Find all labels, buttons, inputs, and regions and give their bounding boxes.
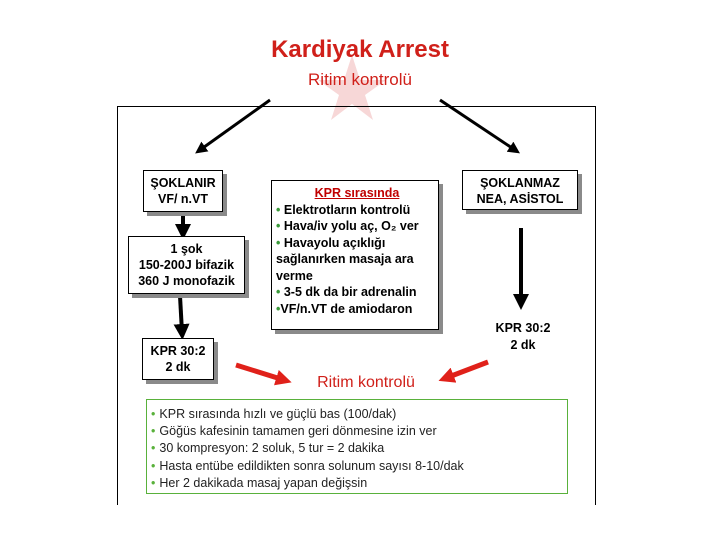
cpr-note: • KPR sırasında hızlı ve güçlü bas (100/dak): [151, 407, 397, 421]
cpr-note: • Hasta entübe edildikten sonra solunum sayısı 8-10/dak: [151, 458, 464, 473]
shockable-box: [143, 170, 223, 212]
non-shockable-box: [462, 170, 578, 210]
shockable-cpr-ratio: KPR 30:2: [150, 344, 206, 358]
during-cpr-item: • Havayolu açıklığı sağlanırken masaja ara verme: [276, 235, 414, 283]
non-shockable-rhythms: NEA, ASİSTOL: [476, 192, 564, 206]
during-cpr-item: • Hava/iv yolu aç, O₂ ver: [276, 219, 419, 233]
during-cpr-item: • 3-5 dk da bir adrenalin: [276, 285, 417, 299]
non-shockable-title: ŞOKLANMAZ: [480, 176, 560, 190]
shockable-rhythms: VF/ n.VT: [158, 192, 208, 206]
page-title: Kardiyak Arrest: [271, 36, 449, 63]
shock-count: 1 şok: [170, 242, 203, 256]
shock-biphasic: 150-200J bifazik: [138, 258, 235, 272]
during-cpr-box: [271, 180, 439, 330]
during-cpr-item: • Elektrotların kontrolü: [276, 202, 411, 217]
cpr-notes-box: [146, 399, 568, 494]
shockable-cpr-duration: 2 dk: [165, 360, 191, 374]
during-cpr-item: •VF/n.VT de amiodaron: [276, 301, 413, 316]
non-shockable-cpr: [470, 320, 576, 353]
during-cpr-header: KPR sırasında: [314, 186, 400, 200]
shock-box: [128, 236, 245, 294]
page-subtitle: Ritim kontrolü: [308, 70, 412, 89]
non-shockable-cpr-ratio: KPR 30:2: [495, 321, 551, 335]
shock-monophasic: 360 J monofazik: [138, 274, 235, 288]
non-shockable-cpr-duration: 2 dk: [510, 337, 536, 352]
shockable-title: ŞOKLANIR: [150, 176, 216, 190]
rhythm-check-label: Ritim kontrolü: [317, 374, 415, 391]
shockable-cpr-box: [142, 338, 214, 380]
cpr-note: • Göğüs kafesinin tamamen geri dönmesine izin ver: [151, 424, 437, 439]
cpr-note: • Her 2 dakikada masaj yapan değişsin: [151, 475, 368, 490]
cpr-note: • 30 kompresyon: 2 soluk, 5 tur = 2 dakika: [151, 441, 385, 456]
